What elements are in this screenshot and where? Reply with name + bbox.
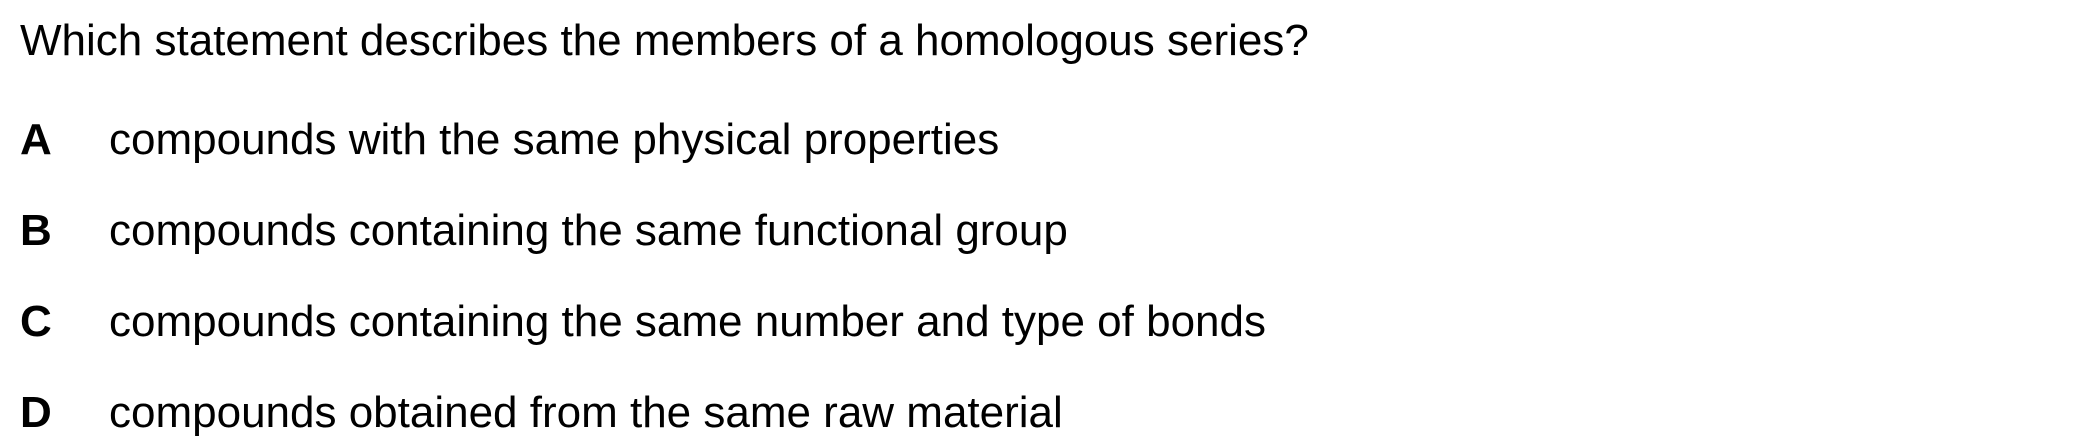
option-letter: D — [20, 388, 52, 437]
option-text: compounds obtained from the same raw material — [109, 388, 1063, 437]
answer-option-a[interactable] — [20, 113, 2080, 167]
answer-option-d[interactable] — [20, 386, 2080, 440]
option-text: compounds containing the same number and type of bonds — [109, 297, 1266, 346]
question-text: Which statement describes the members of a homologous series? — [20, 16, 1309, 65]
answer-option-b[interactable] — [20, 204, 2080, 258]
option-text: compounds with the same physical properties — [109, 115, 1000, 164]
option-letter: A — [20, 115, 52, 164]
option-text: compounds containing the same functional group — [109, 206, 1068, 255]
answer-option-c[interactable] — [20, 295, 2080, 349]
option-letter: B — [20, 206, 52, 255]
option-letter: C — [20, 297, 52, 346]
